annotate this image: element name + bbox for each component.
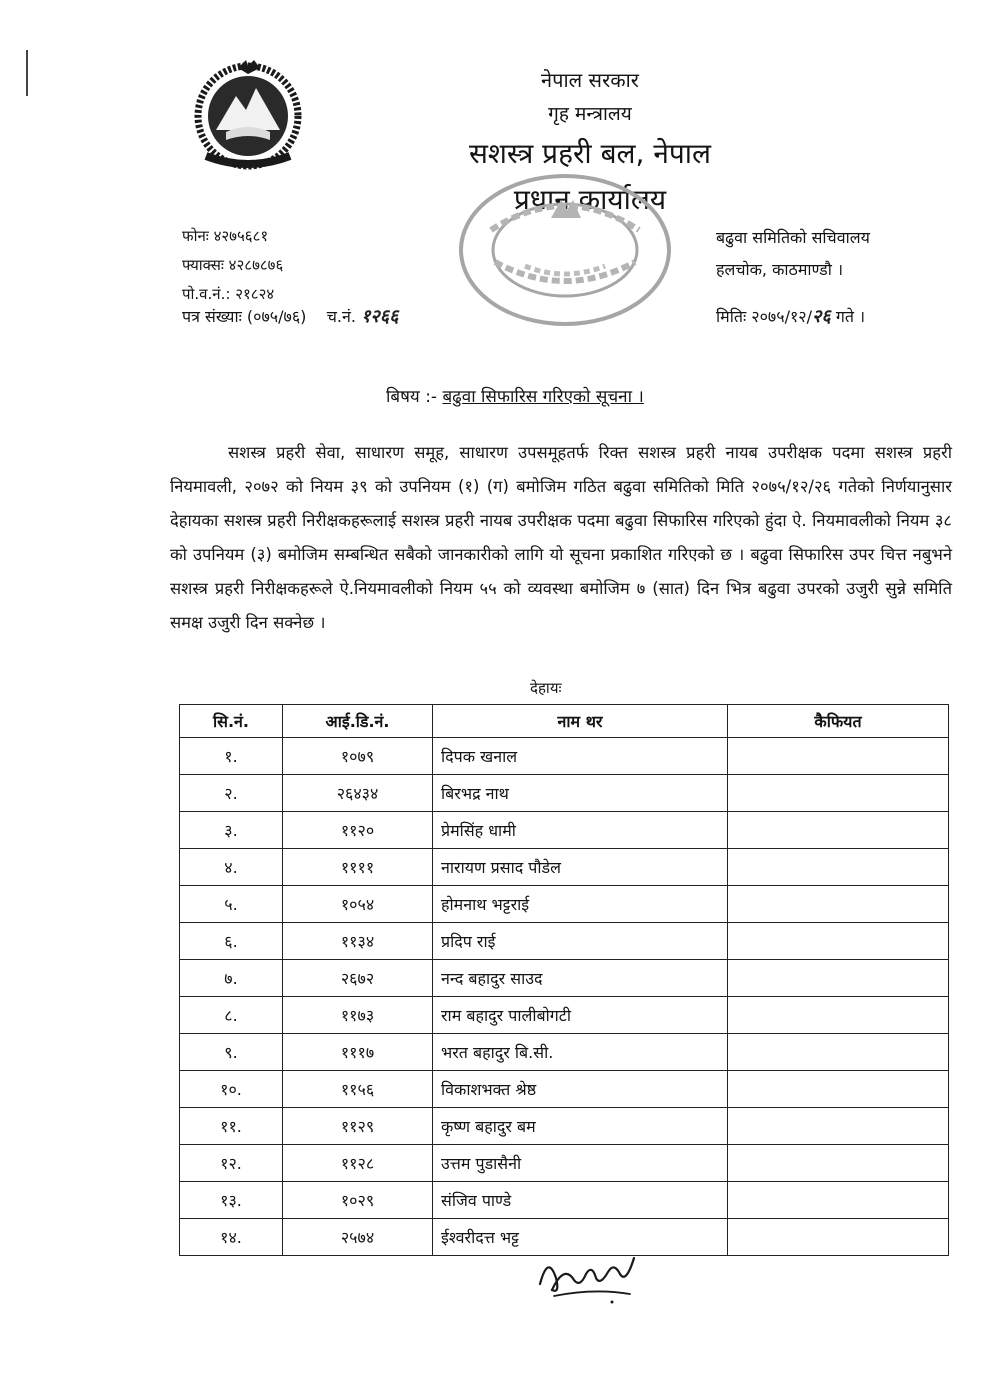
cell-name: होमनाथ भट्टराई xyxy=(433,886,728,923)
header-name: नाम थर xyxy=(433,705,728,738)
cell-serial: ४. xyxy=(180,849,283,886)
header-remarks: कैफियत xyxy=(728,705,949,738)
cell-name: ईश्वरीदत्त भट्ट xyxy=(433,1219,728,1256)
cell-id: ११२८ xyxy=(283,1145,433,1182)
cell-id: ११३४ xyxy=(283,923,433,960)
cell-remarks xyxy=(728,1108,949,1145)
cell-remarks xyxy=(728,1145,949,1182)
cell-remarks xyxy=(728,775,949,812)
cell-serial: ६. xyxy=(180,923,283,960)
cell-name: संजिव पाण्डे xyxy=(433,1182,728,1219)
subject-line xyxy=(386,384,644,407)
table-row xyxy=(180,1182,949,1219)
cell-serial: ९. xyxy=(180,1034,283,1071)
table-row xyxy=(180,775,949,812)
cell-serial: ११. xyxy=(180,1108,283,1145)
contact-block xyxy=(182,222,283,309)
office-block xyxy=(716,222,870,286)
header-id: आई.डि.नं. xyxy=(283,705,433,738)
cell-id: ११५६ xyxy=(283,1071,433,1108)
cell-serial: १३. xyxy=(180,1182,283,1219)
table-row xyxy=(180,1108,949,1145)
table-row xyxy=(180,886,949,923)
cell-name: कृष्ण बहादुर बम xyxy=(433,1108,728,1145)
cell-serial: ३. xyxy=(180,812,283,849)
cell-remarks xyxy=(728,1034,949,1071)
cell-id: १०२९ xyxy=(283,1182,433,1219)
header-government: नेपाल सरकार xyxy=(541,68,639,92)
reference-row xyxy=(182,304,399,328)
table-row xyxy=(180,849,949,886)
header-head-office: प्रधान कार्यालय xyxy=(513,183,667,216)
cell-name: उत्तम पुडासैनी xyxy=(433,1145,728,1182)
cell-remarks xyxy=(728,812,949,849)
cell-id: २५७४ xyxy=(283,1219,433,1256)
dispatch-label: च.नं. xyxy=(326,307,356,326)
cell-remarks xyxy=(728,1182,949,1219)
promotion-table xyxy=(179,704,949,1256)
table-row xyxy=(180,1034,949,1071)
cell-name: विकाशभक्त श्रेष्ठ xyxy=(433,1071,728,1108)
nepal-government-emblem-icon xyxy=(186,60,310,170)
official-seal-icon xyxy=(455,170,675,330)
cell-remarks xyxy=(728,997,949,1034)
cell-id: ११७३ xyxy=(283,997,433,1034)
cell-serial: १४. xyxy=(180,1219,283,1256)
annex-label: देहायः xyxy=(530,679,562,697)
cell-id: ११२९ xyxy=(283,1108,433,1145)
cell-name: प्रेमसिंह धामी xyxy=(433,812,728,849)
cell-serial: ८. xyxy=(180,997,283,1034)
cell-id: २६४३४ xyxy=(283,775,433,812)
cell-id: १०७९ xyxy=(283,738,433,775)
dispatch-number: १२६६ xyxy=(361,306,399,327)
cell-remarks xyxy=(728,738,949,775)
cell-remarks xyxy=(728,923,949,960)
cell-serial: १२. xyxy=(180,1145,283,1182)
cell-name: बिरभद्र नाथ xyxy=(433,775,728,812)
table-row xyxy=(180,923,949,960)
po-box-number: पो.व.नं.: २१८२४ xyxy=(182,285,275,303)
cell-serial: १०. xyxy=(180,1071,283,1108)
cell-serial: २. xyxy=(180,775,283,812)
cell-remarks xyxy=(728,960,949,997)
cell-remarks xyxy=(728,1219,949,1256)
date-row xyxy=(716,304,865,328)
table-row xyxy=(180,960,949,997)
margin-mark xyxy=(26,50,28,96)
table-row xyxy=(180,1071,949,1108)
table-row xyxy=(180,1145,949,1182)
cell-name: नन्द बहादुर साउद xyxy=(433,960,728,997)
header-serial: सि.नं. xyxy=(180,705,283,738)
cell-name: नारायण प्रसाद पौडेल xyxy=(433,849,728,886)
cell-id: २६७२ xyxy=(283,960,433,997)
header-ministry: गृह मन्त्रालय xyxy=(548,103,632,125)
letter-number: पत्र संख्याः (०७५/७६) xyxy=(182,307,307,326)
cell-remarks xyxy=(728,849,949,886)
office-address: हलचोक, काठमाण्डौ । xyxy=(716,260,844,279)
subject-label: बिषय :- xyxy=(386,387,438,407)
cell-id: ११११ xyxy=(283,849,433,886)
table-row xyxy=(180,997,949,1034)
header-force: सशस्त्र प्रहरी बल, नेपाल xyxy=(468,137,712,170)
date-day: २६ xyxy=(812,306,831,327)
table-header-row xyxy=(180,705,949,738)
handwritten-signature-icon xyxy=(534,1244,644,1308)
cell-id: १११७ xyxy=(283,1034,433,1071)
fax-number: फ्याक्सः ४२८७८७६ xyxy=(182,256,284,274)
office-name: बढुवा समितिको सचिवालय xyxy=(716,228,870,247)
cell-id: १०५४ xyxy=(283,886,433,923)
cell-serial: ५. xyxy=(180,886,283,923)
cell-name: प्रदिप राई xyxy=(433,923,728,960)
cell-id: ११२० xyxy=(283,812,433,849)
date-suffix: गते । xyxy=(835,307,866,326)
cell-remarks xyxy=(728,1071,949,1108)
subject-text: बढुवा सिफारिस गरिएको सूचना । xyxy=(442,387,644,407)
cell-name: राम बहादुर पालीबोगटी xyxy=(433,997,728,1034)
date-label: मितिः २०७५/१२/ xyxy=(716,307,812,326)
notice-body: सशस्त्र प्रहरी सेवा, साधारण समूह, साधारण उपसमूहतर्फ रिक्त सशस्त्र प्रहरी नायब उपरीक्षक पदमा सशस्त्र प्रहरी नियमावली, २०७२ को नियम ३९ को उपनियम (१) (ग) बमोजिम गठित बढुवा समितिको मिति २०७५/१२/२६ गतेको निर्णयानुसार देहायका सशस्त्र प्रहरी निरीक्षकहरूलाई सशस्त्र प्रहरी नायब उपरीक्षक पदमा बढुवा सिफारिस गरिएको हुंदा ऐ. नियमावलीको नियम ३८ को उपनियम (३) बमोजिम सम्बन्धित सबैको जानकारीको लागि यो सूचना प्रकाशित गरिएको छ । बढुवा सिफारिस उपर चित्त नबुभने सशस्त्र प्रहरी निरीक्षकहरूले ऐ.नियमावलीको नियम ५५ को व्यवस्था बमोजिम ७ (सात) दिन भित्र बढुवा उपरको उजुरी सुन्ने समिति समक्ष उजुरी दिन सक्नेछ । xyxy=(170,443,952,632)
table-row xyxy=(180,738,949,775)
cell-remarks xyxy=(728,886,949,923)
cell-serial: ७. xyxy=(180,960,283,997)
table-row xyxy=(180,812,949,849)
cell-name: दिपक खनाल xyxy=(433,738,728,775)
phone-number: फोनः ४२७५६८१ xyxy=(182,227,269,245)
cell-serial: १. xyxy=(180,738,283,775)
cell-name: भरत बहादुर बि.सी. xyxy=(433,1034,728,1071)
